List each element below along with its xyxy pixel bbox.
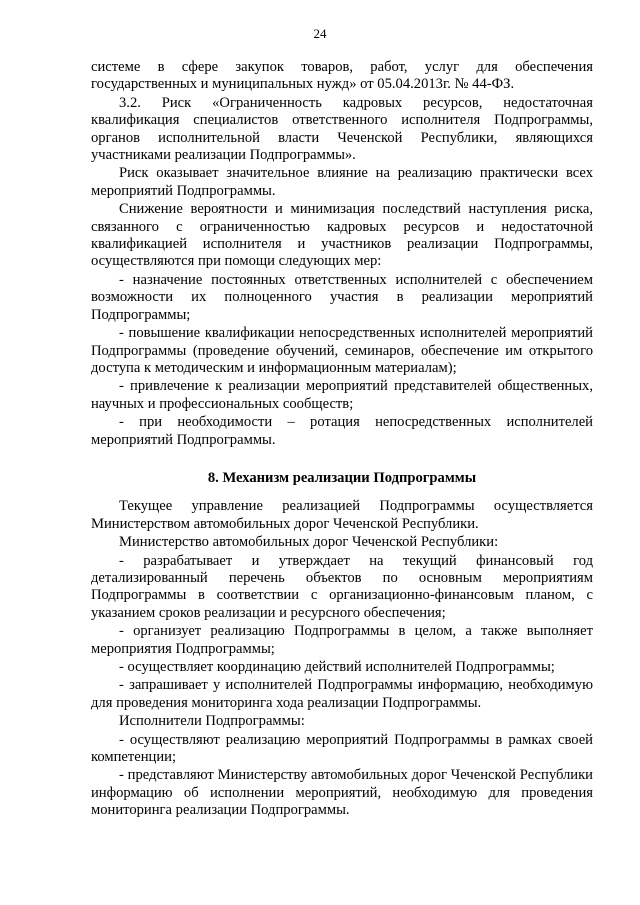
document-body <box>91 59 593 821</box>
list-item-requests-info: - запрашивает у исполнителей Подпрограммы информацию, необходимую для проведения мониторинга хода реализации Подпрограммы. <box>91 677 593 711</box>
section-heading-mechanism: 8. Механизм реализации Подпрограммы <box>207 469 477 486</box>
paragraph-current-management: Текущее управление реализацией Подпрограммы осуществляется Министерством автомобильных дорог Чеченской Республики. <box>91 498 593 532</box>
paragraph-risk-3-2: 3.2. Риск «Ограниченность кадровых ресурсов, недостаточная квалификация специалистов ответственного исполнителя Подпрограммы, органов исполнительной власти Чеченской Республики, являющихся участниками реализации Подпрограммы». <box>91 94 593 164</box>
paragraph-procurement-law: системе в сфере закупок товаров, работ, услуг для обеспечения государственных и муниципальных нужд» от 05.04.2013г. № 44-ФЗ. <box>91 59 593 93</box>
list-item-report: - представляют Министерству автомобильных дорог Чеченской Республики информацию об исполнении мероприятий, необходимую для проведения мониторинга реализации Подпрограммы. <box>91 767 593 819</box>
list-item-rotation: - при необходимости – ротация непосредственных исполнителей мероприятий Подпрограммы. <box>91 414 593 448</box>
list-item-implement: - осуществляют реализацию мероприятий Подпрограммы в рамках своей компетенции; <box>91 731 593 766</box>
list-item-permanent-executors: - назначение постоянных ответственных исполнителей с обеспечением возможности их полноценного участия в реализации мероприятий Подпрограммы; <box>91 271 593 323</box>
paragraph-risk-impact: Риск оказывает значительное влияние на реализацию практически всех мероприятий Подпрограммы. <box>91 165 593 199</box>
list-item-develops-list: - разрабатывает и утверждает на текущий финансовый год детализированный перечень объектов по основным мероприятиям Подпрограммы в соответствии с организационно-финансовым планом, с указанием сроков реализации и ресурсного обеспечения; <box>91 552 593 621</box>
list-item-organizes: - организует реализацию Подпрограммы в целом, а также выполняет мероприятия Подпрограммы; <box>91 623 593 657</box>
page-number: 24 <box>313 26 327 41</box>
paragraph-executors-intro: Исполнители Подпрограммы: <box>119 713 305 730</box>
list-item-qualification: - повышение квалификации непосредственных исполнителей мероприятий Подпрограммы (проведение обучений, семинаров, обеспечение им открытого доступа к методическим и информационным материалам); <box>91 325 593 376</box>
list-item-communities: - привлечение к реализации мероприятий представителей общественных, научных и профессиональных сообществ; <box>91 378 593 412</box>
list-item-coordinates: - осуществляет координацию действий исполнителей Подпрограммы; <box>119 659 555 675</box>
paragraph-ministry-intro: Министерство автомобильных дорог Чеченской Республики: <box>119 534 499 551</box>
paragraph-risk-mitigation-intro: Снижение вероятности и минимизация последствий наступления риска, связанного с ограниченностью кадровых ресурсов и недостаточной квалификацией исполнителя и участников реализации Подпрограммы, осуществляются при помощи следующих мер: <box>91 201 593 270</box>
